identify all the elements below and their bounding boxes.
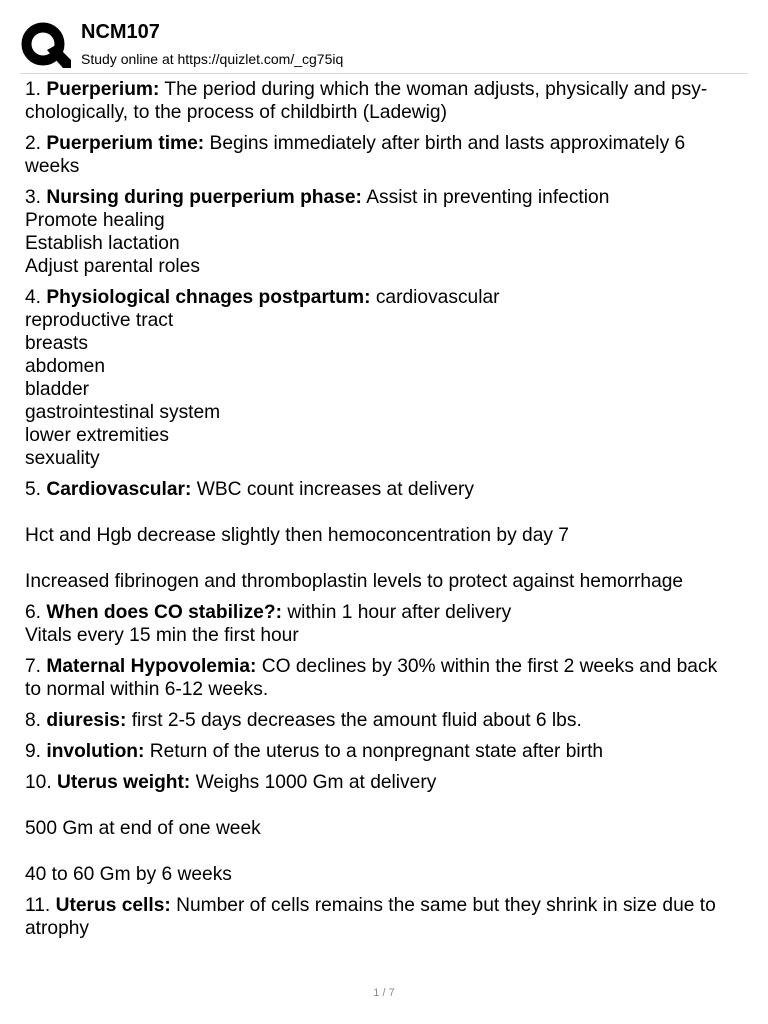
- card-term: Uterus cells:: [55, 895, 171, 916]
- card-definition-line: [25, 678, 750, 701]
- card-definition: Vitals every 15 min the first hour: [25, 625, 299, 646]
- card-first-line: [25, 709, 750, 732]
- card-term: Puerperium time:: [46, 133, 205, 154]
- card-definition-line: [25, 524, 750, 547]
- card-number: 10.: [25, 772, 52, 793]
- card-definition: Hct and Hgb decrease slightly then hemoconcentration by day 7: [25, 525, 569, 546]
- flashcard-item: [25, 601, 750, 647]
- card-definition-line: [25, 817, 750, 840]
- card-definition: Increased fibrinogen and thromboplastin levels to protect against hemorrhage: [25, 571, 684, 592]
- card-definition-line: [25, 332, 750, 355]
- card-definition-line: [25, 232, 750, 255]
- card-number: 2.: [25, 133, 42, 154]
- card-definition-line: [25, 401, 750, 424]
- card-definition: Adjust parental roles: [25, 256, 200, 277]
- flashcard-item: [25, 709, 750, 732]
- card-definition: abdomen: [25, 356, 106, 377]
- card-definition-line: [25, 101, 750, 124]
- flashcard-item: [25, 132, 750, 178]
- card-definition-line: [25, 255, 750, 278]
- card-number: 7.: [25, 656, 42, 677]
- card-first-line: [25, 740, 750, 763]
- card-definition: Weighs 1000 Gm at delivery: [195, 772, 437, 793]
- card-definition-line: [25, 155, 750, 178]
- card-definition-line: [25, 794, 750, 817]
- card-definition: Establish lactation: [25, 233, 180, 254]
- card-first-line: [25, 655, 750, 678]
- card-number: 8.: [25, 710, 42, 731]
- card-term: Uterus weight:: [57, 772, 191, 793]
- card-term: When does CO stabilize?:: [46, 602, 282, 623]
- card-term: Physiological chnages postpartum:: [46, 287, 371, 308]
- card-first-line: [25, 771, 750, 794]
- card-number: 5.: [25, 479, 42, 500]
- card-definition: weeks: [25, 156, 80, 177]
- card-term: diuresis:: [46, 710, 127, 731]
- card-term: Maternal Hypovolemia:: [46, 656, 257, 677]
- card-definition-line: [25, 447, 750, 470]
- card-definition: gastrointestinal system: [25, 402, 221, 423]
- card-definition: sexuality: [25, 448, 100, 469]
- card-definition: atrophy: [25, 918, 89, 939]
- card-definition: reproductive tract: [25, 310, 174, 331]
- card-definition-line: [25, 570, 750, 593]
- card-definition: to normal within 6-12 weeks.: [25, 679, 269, 700]
- flashcard-item: [25, 186, 750, 278]
- flashcard-item: [25, 478, 750, 593]
- card-definition-line: [25, 624, 750, 647]
- card-term: Puerperium:: [46, 79, 160, 100]
- card-definition: Number of cells remains the same but they shrink in size due to: [176, 895, 716, 916]
- card-term: Nursing during puerperium phase:: [46, 187, 362, 208]
- card-first-line: [25, 186, 750, 209]
- card-definition-line: [25, 424, 750, 447]
- card-definition: CO declines by 30% within the first 2 weeks and back: [261, 656, 718, 677]
- card-definition: chologically, to the process of childbirth (Ladewig): [25, 102, 447, 123]
- card-number: 1.: [25, 79, 42, 100]
- card-first-line: [25, 286, 750, 309]
- page-indicator: 1 / 7: [373, 987, 395, 999]
- card-term: involution:: [46, 741, 145, 762]
- card-number: 11.: [25, 895, 51, 916]
- flashcard-item: [25, 286, 750, 470]
- card-number: 9.: [25, 741, 42, 762]
- card-number: 3.: [25, 187, 42, 208]
- flashcard-item: [25, 771, 750, 886]
- flashcard-list: [25, 78, 750, 948]
- flashcard-item: [25, 655, 750, 701]
- quizlet-q-logo-icon: [19, 20, 71, 72]
- card-first-line: [25, 478, 750, 501]
- card-definition: lower extremities: [25, 425, 169, 446]
- card-definition: Promote healing: [25, 210, 165, 231]
- card-number: 6.: [25, 602, 42, 623]
- card-definition-line: [25, 355, 750, 378]
- deck-title: NCM107: [81, 21, 160, 43]
- card-definition: Return of the uterus to a nonpregnant state after birth: [149, 741, 604, 762]
- page-header: [0, 0, 768, 75]
- flashcard-item: [25, 894, 750, 940]
- card-definition: first 2-5 days decreases the amount fluid about 6 lbs.: [131, 710, 582, 731]
- card-definition: The period during which the woman adjusts, physically and psy-: [164, 79, 708, 100]
- header-divider: [20, 73, 748, 74]
- card-definition-line: [25, 840, 750, 863]
- flashcard-item: [25, 78, 750, 124]
- card-first-line: [25, 132, 750, 155]
- card-definition: within 1 hour after delivery: [287, 602, 512, 623]
- card-definition-line: [25, 378, 750, 401]
- card-number: 4.: [25, 287, 42, 308]
- card-definition-line: [25, 309, 750, 332]
- card-definition: WBC count increases at delivery: [196, 479, 474, 500]
- card-definition-line: [25, 501, 750, 524]
- card-definition: 40 to 60 Gm by 6 weeks: [25, 864, 232, 885]
- card-first-line: [25, 78, 750, 101]
- card-first-line: [25, 894, 750, 917]
- card-definition-line: [25, 863, 750, 886]
- flashcard-item: [25, 740, 750, 763]
- card-definition: cardiovascular: [375, 287, 500, 308]
- card-definition: Assist in preventing infection: [366, 187, 610, 208]
- card-definition: bladder: [25, 379, 90, 400]
- card-definition-line: [25, 917, 750, 940]
- card-first-line: [25, 601, 750, 624]
- card-definition: 500 Gm at end of one week: [25, 818, 261, 839]
- card-definition-line: [25, 209, 750, 232]
- card-definition: breasts: [25, 333, 88, 354]
- card-definition-line: [25, 547, 750, 570]
- study-online-link[interactable]: Study online at https://quizlet.com/_cg75iq: [81, 51, 344, 67]
- card-term: Cardiovascular:: [46, 479, 192, 500]
- card-definition: Begins immediately after birth and lasts approximately 6: [209, 133, 686, 154]
